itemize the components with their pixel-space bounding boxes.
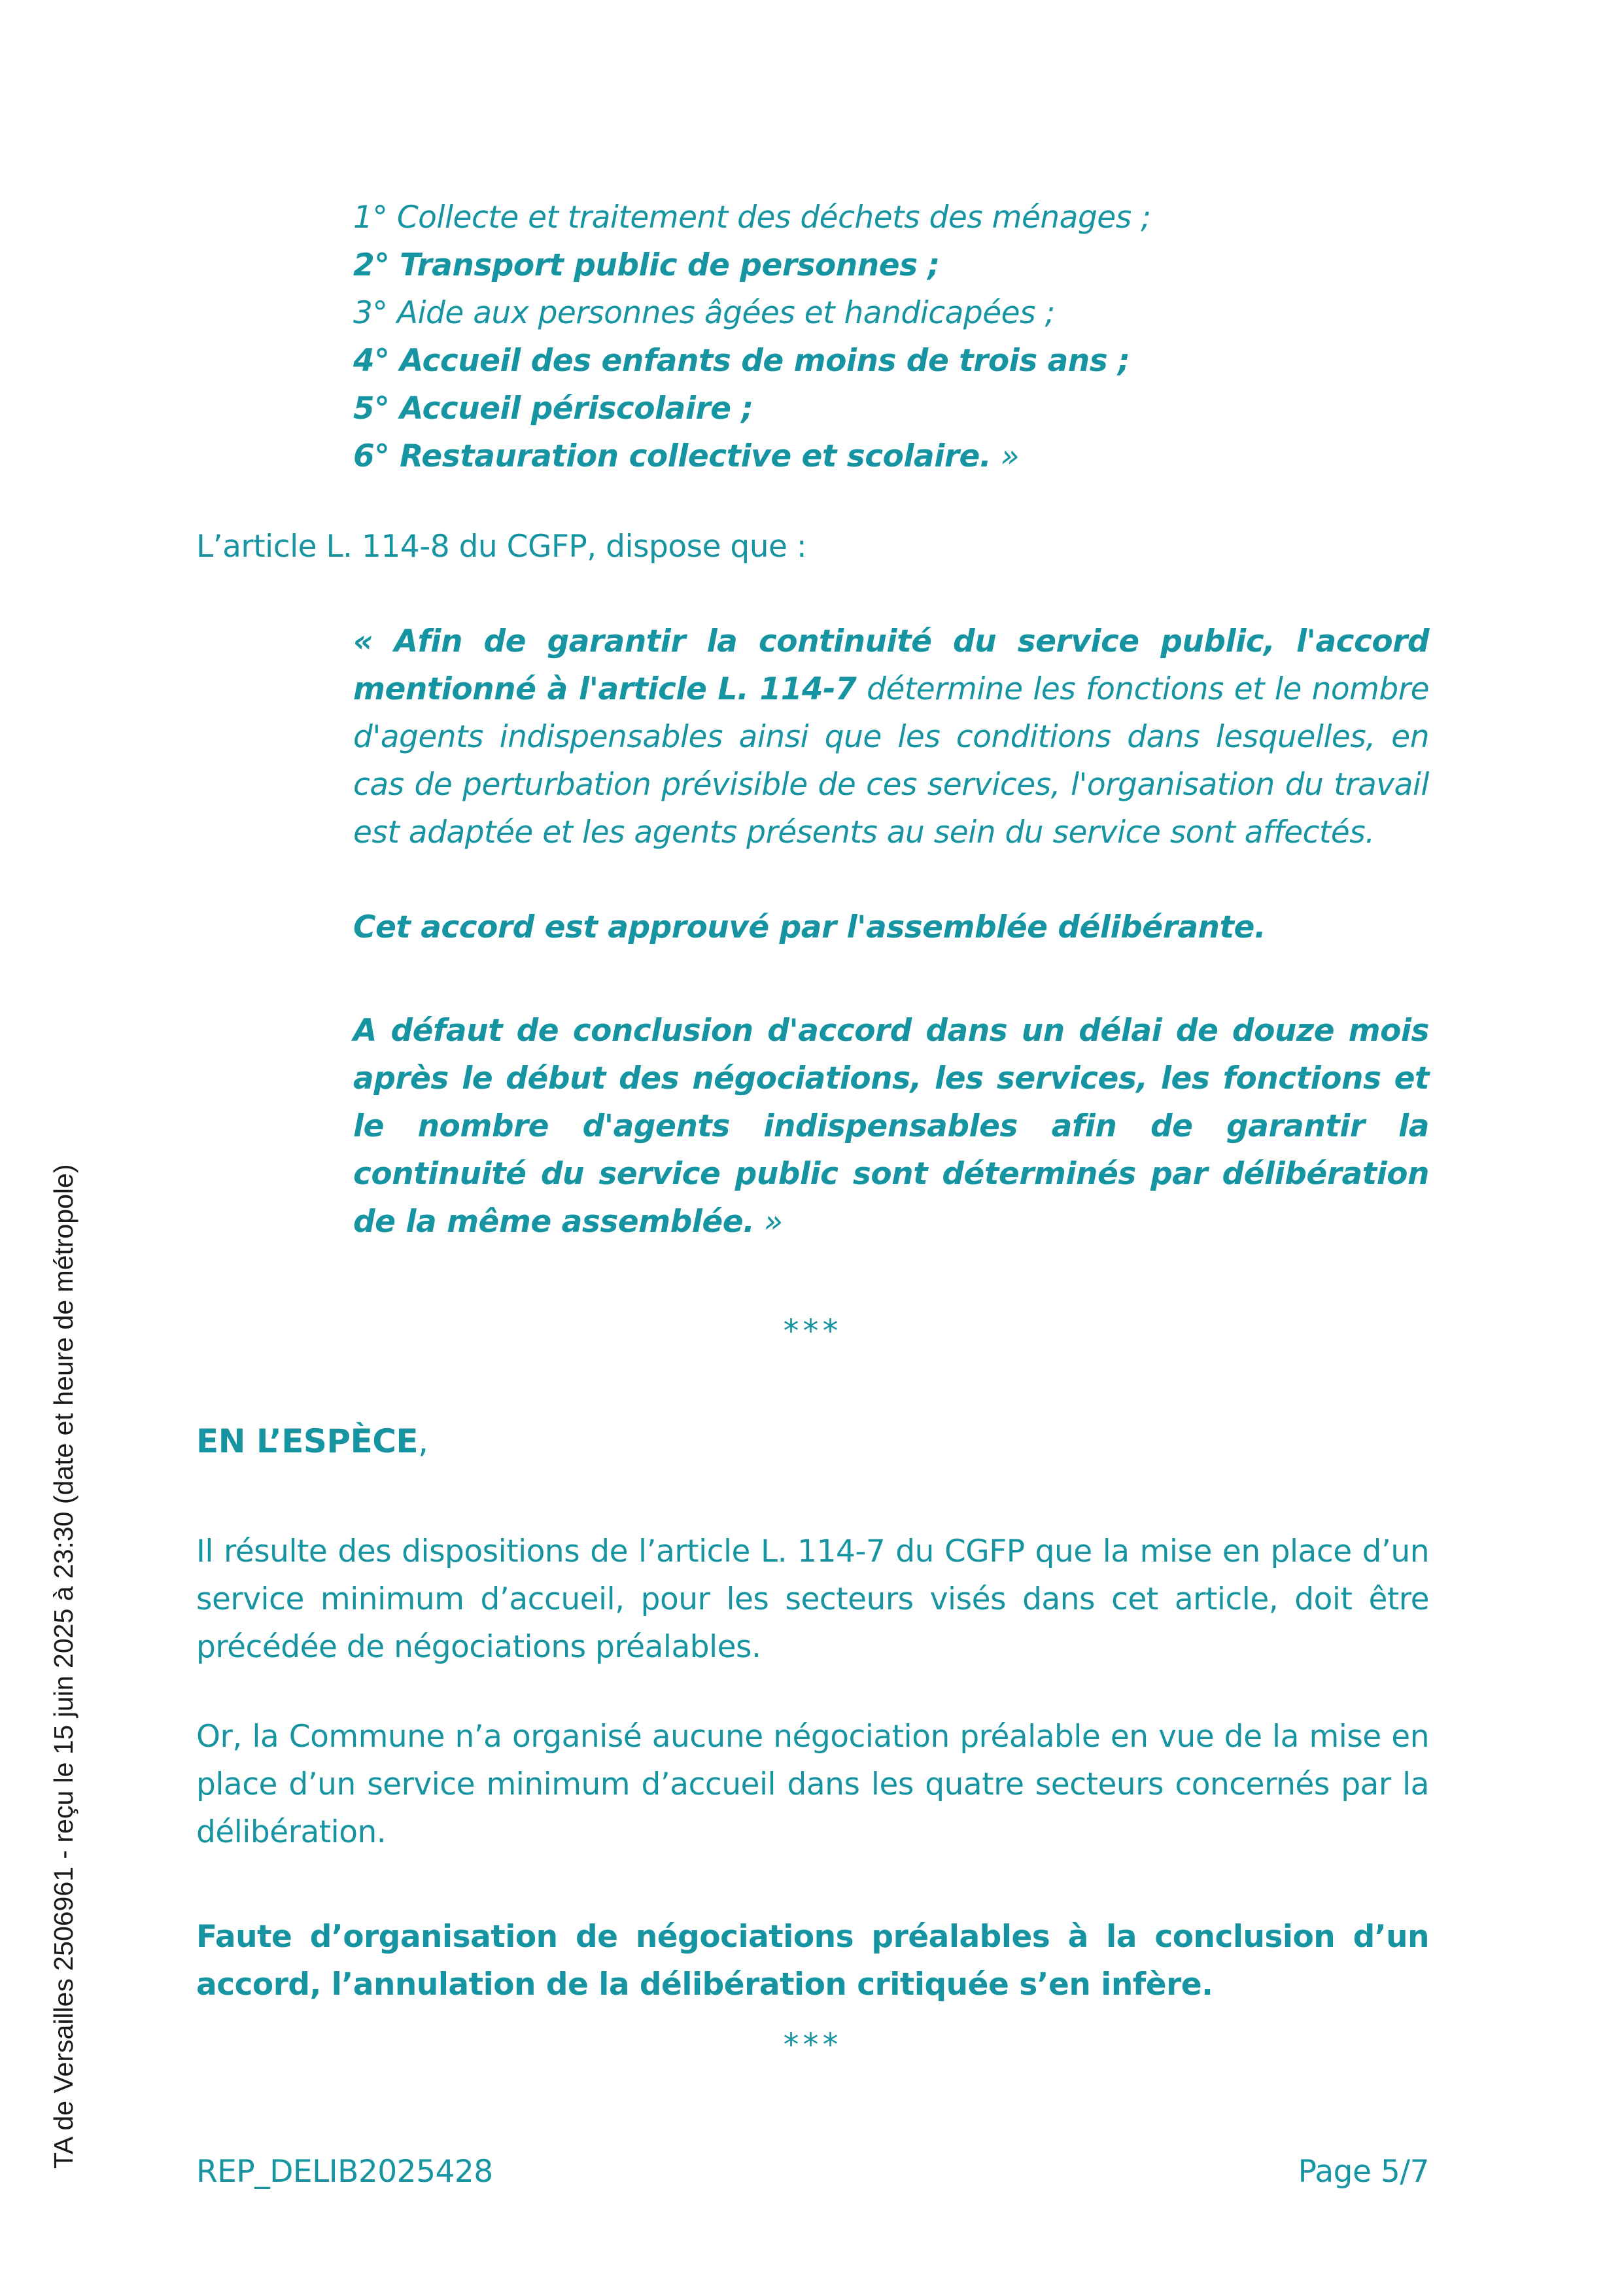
list-item-4: 4° Accueil des enfants de moins de trois ans ;	[353, 343, 1130, 379]
paragraph-or-commune: Or, la Commune n’a organisé aucune négociation préalable en vue de la mise en place d’un service minimum d’accueil dans les quatre secteurs concernés par la délibération.	[196, 1719, 1429, 1850]
page-content	[196, 194, 1429, 2069]
paragraph-faute-conclusion: Faute d’organisation de négociations préalables à la conclusion d’un accord, l’annulation de la délibération critiquée s’en infère.	[196, 1919, 1429, 2003]
quote-p3-bold: A défaut de conclusion d'accord dans un délai de douze mois après le début des négociations, les services, les fonctions et le nombre d'agents indispensables afin de garantir la continuité du service public sont déterminés par délibération de la même assemblée.	[353, 1013, 1429, 1240]
quote-p1-bold: « Afin de garantir la continuité du service public, l'accord mentionné à l'article L. 114-7	[353, 623, 1429, 707]
paragraph-il-resulte: Il résulte des dispositions de l’article L. 114-7 du CGFP que la mise en place d’un service minimum d’accueil, pour les secteurs visés dans cet article, doit être précédée de négociations préalables.	[196, 1533, 1429, 1665]
quote-paragraph-2: Cet accord est approuvé par l'assemblée délibérante.	[353, 909, 1266, 945]
asterisk-separator-1: ***	[783, 1313, 842, 1350]
quote-paragraph-1	[353, 618, 1429, 856]
quote-p1-rest: détermine les fonctions et le nombre d'agents indispensables ainsi que les conditions dans lesquelles, en cas de perturbation prévisible de ces services, l'organisation du travail est adaptée et les agents présents au sein du service sont affectés.	[353, 671, 1429, 850]
section-heading-text: EN L’ESPÈCE	[196, 1422, 419, 1460]
footer-page-number: Page 5/7	[1298, 2154, 1429, 2190]
section-heading	[196, 1418, 1429, 1465]
list-item-1: 1° Collecte et traitement des déchets des ménages ;	[353, 200, 1151, 236]
quote-p3-closing-guillemet: »	[754, 1204, 783, 1240]
footer-document-reference: REP_DELIB2025428	[196, 2154, 493, 2190]
quote-paragraph-3	[353, 1007, 1429, 1246]
section-heading-comma: ,	[418, 1422, 428, 1460]
asterisk-separator-2: ***	[783, 2027, 842, 2063]
intro-line: L’article L. 114-8 du CGFP, dispose que :	[196, 529, 807, 565]
list-item-6: 6° Restauration collective et scolaire. »	[353, 438, 1020, 474]
list-item-5: 5° Accueil périscolaire ;	[353, 391, 753, 427]
court-receipt-stamp	[48, 1165, 79, 2169]
page-footer	[196, 2148, 1429, 2196]
list-item-3: 3° Aide aux personnes âgées et handicapées ;	[353, 295, 1055, 331]
stamp-text: TA de Versailles 2506961 - reçu le 15 juin 2025 à 23:30 (date et heure de métropole)	[48, 1164, 78, 2169]
list-item-2: 2° Transport public de personnes ;	[353, 247, 940, 283]
sector-list	[353, 194, 1429, 480]
